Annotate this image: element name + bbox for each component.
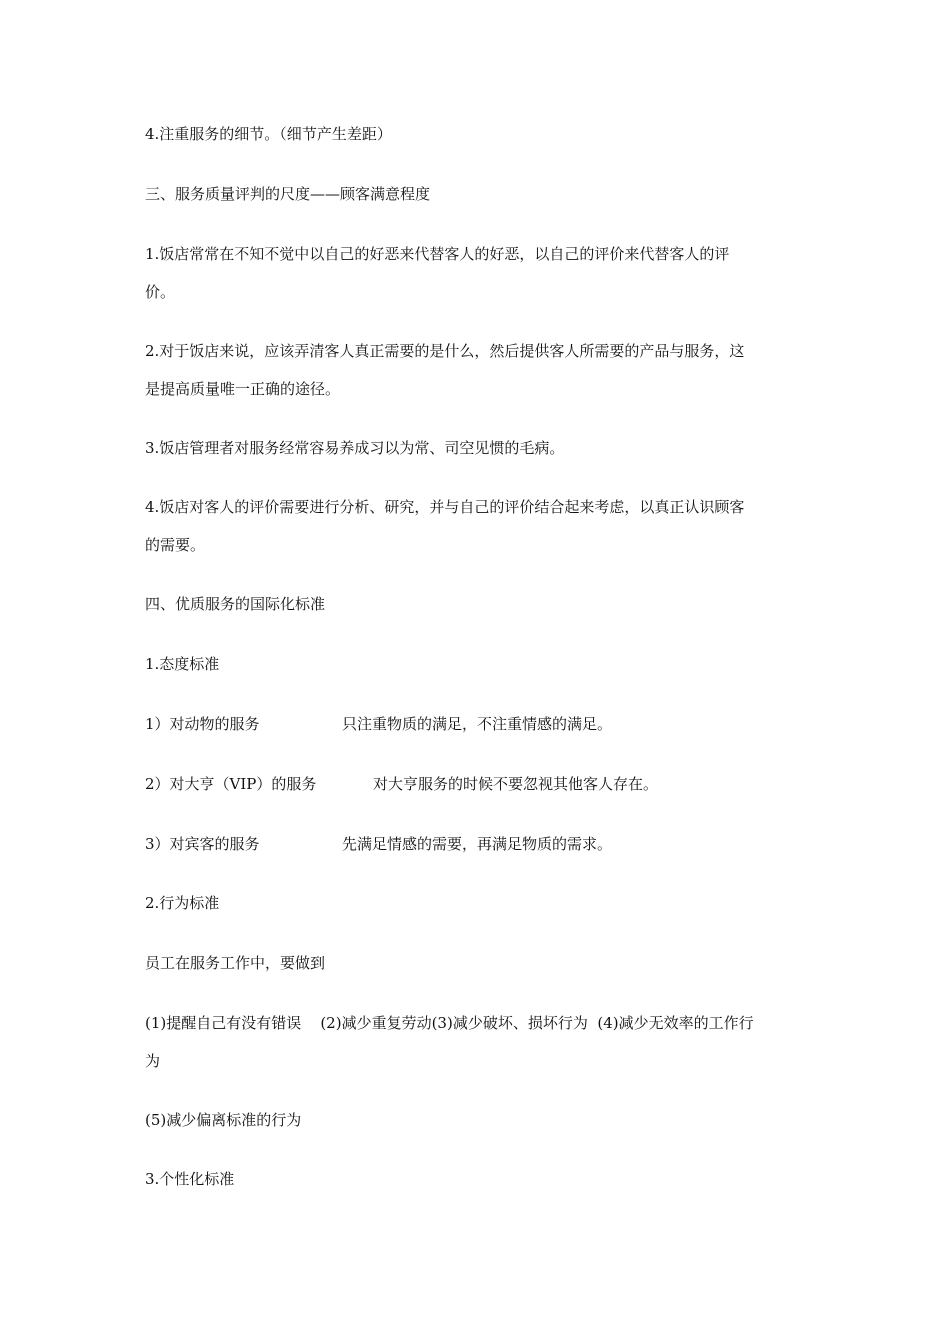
behavior-intro: 员工在服务工作中，要做到: [145, 954, 326, 972]
attitude-item-3-desc: 先满足情感的需要，再满足物质的需求。: [342, 835, 613, 853]
section-heading-4: 四、优质服务的国际化标准: [145, 595, 326, 613]
section-heading-3: 三、服务质量评判的尺度——顾客满意程度: [145, 185, 431, 203]
attitude-item-1-desc: 只注重物质的满足，不注重情感的满足。: [342, 715, 613, 733]
paragraph-4-line-1: 4.饭店对客人的评价需要进行分析、研究，并与自己的评价结合起来考虑，以真正认识顾客: [145, 498, 745, 516]
paragraph-4-line-2: 的需要。: [145, 536, 206, 554]
attitude-item-3: [145, 834, 613, 854]
attitude-item-2: [145, 774, 659, 794]
attitude-item-1: [145, 714, 613, 734]
paragraph-service-details: 4.注重服务的细节。（细节产生差距）: [145, 125, 392, 143]
subheading-behavior: 2.行为标准: [145, 894, 220, 912]
paragraph-2-line-1: 2.对于饭店来说，应该弄清客人真正需要的是什么，然后提供客人所需要的产品与服务，这: [145, 342, 745, 360]
paragraph-3: 3.饭店管理者对服务经常容易养成习以为常、司空见惯的毛病。: [145, 439, 565, 457]
attitude-item-3-label: 3）对宾客的服务: [145, 835, 260, 853]
paragraph-1-line-1: 1.饭店常常在不知不觉中以自己的好恶来代替客人的好恶，以自己的评价来代替客人的评: [145, 245, 730, 263]
behavior-list-line-1: (1)提醒自己有没有错误 (2)减少重复劳动(3)减少破坏、损坏行为 (4)减少无效率的工作行: [145, 1014, 754, 1032]
paragraph-1-line-2: 价。: [145, 283, 176, 301]
behavior-list-line-2: 为: [145, 1052, 161, 1070]
attitude-item-2-label: 2）对大亨（VIP）的服务: [145, 775, 317, 793]
behavior-list-line-3: (5)减少偏离标准的行为: [145, 1111, 302, 1129]
subheading-attitude: 1.态度标准: [145, 655, 220, 673]
subheading-personalized: 3.个性化标准: [145, 1170, 235, 1188]
attitude-item-1-label: 1）对动物的服务: [145, 715, 260, 733]
paragraph-2-line-2: 是提高质量唯一正确的途径。: [145, 380, 341, 398]
attitude-item-2-desc: 对大亨服务的时候不要忽视其他客人存在。: [373, 775, 659, 793]
